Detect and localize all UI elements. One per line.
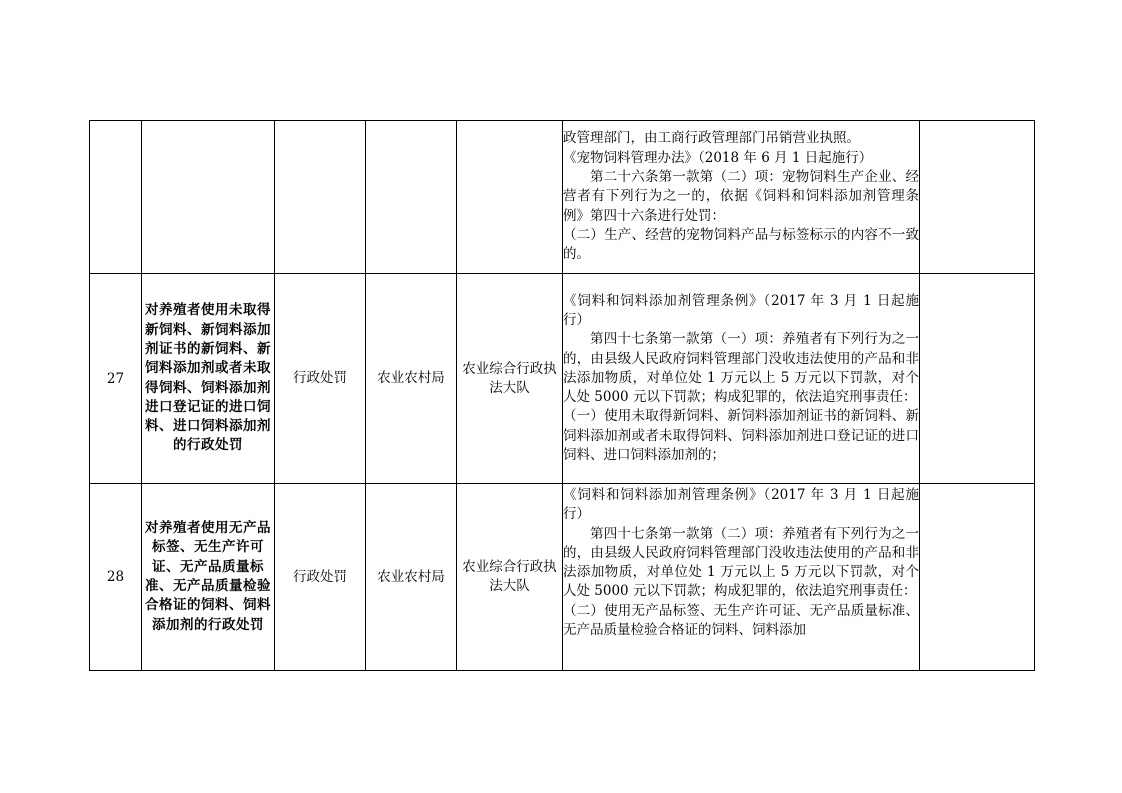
row-number <box>90 121 142 274</box>
basis-line: 《宠物饲料管理办法》（2018 年 6 月 1 日起施行） <box>563 149 873 166</box>
item-type <box>275 121 366 274</box>
basis-line: 政管理部门，由工商行政管理部门吊销营业执照。 <box>563 130 860 147</box>
table-row <box>90 274 1035 484</box>
remark <box>920 274 1035 484</box>
basis-line: （一）使用未取得新饲料、新饲料添加剂证书的新饲料、新饲料添加剂或者未取得饲料、饲料添加剂进口登记证的进口饲料、进口饲料添加剂的； <box>563 408 919 464</box>
table-row <box>90 121 1035 274</box>
legal-basis <box>563 274 920 484</box>
executor: 农业综合行政执法大队 <box>457 274 563 484</box>
basis-line: 第四十七条第一款第（二）项：养殖者有下列行为之一的，由县级人民政府饲料管理部门没收违法使用的产品和非法添加物质，对单位处 1 万元以上 5 万元以下罚款，对个人处 5000 元以下罚款；构成犯罪的，依法追究刑事责任： <box>563 525 919 600</box>
row-number: 27 <box>90 274 142 484</box>
executor <box>457 121 563 274</box>
basis-line: （二）生产、经营的宠物饲料产品与标签标示的内容不一致的。 <box>563 226 919 263</box>
item-name: 对养殖者使用无产品标签、无生产许可证、无产品质量标准、无产品质量检验合格证的饲料、饲料添加剂的行政处罚 <box>142 484 275 671</box>
executor: 农业综合行政执法大队 <box>457 484 563 671</box>
basis-line: 《饲料和饲料添加剂管理条例》（2017 年 3 月 1 日起施行） <box>563 292 919 328</box>
basis-line: 第二十六条第一款第（二）项：宠物饲料生产企业、经营者有下列行为之一的，依据《饲料和饲料添加剂管理条例》第四十六条进行处罚： <box>563 169 919 224</box>
legal-basis <box>563 484 920 671</box>
basis-line: 第四十七条第一款第（一）项：养殖者有下列行为之一的，由县级人民政府饲料管理部门没收违法使用的产品和非法添加物质，对单位处 1 万元以上 5 万元以下罚款，对个人处 5000 元以下罚款；构成犯罪的，依法追究刑事责任： <box>563 331 919 406</box>
item-type: 行政处罚 <box>275 484 366 671</box>
basis-line: 《饲料和饲料添加剂管理条例》（2017 年 3 月 1 日起施行） <box>563 487 919 523</box>
item-name: 对养殖者使用未取得新饲料、新饲料添加剂证书的新饲料、新饲料添加剂或者未取得饲料、饲料添加剂进口登记证的进口饲料、进口饲料添加剂的行政处罚 <box>142 274 275 484</box>
department: 农业农村局 <box>366 274 457 484</box>
item-name <box>142 121 275 274</box>
legal-basis <box>563 121 920 274</box>
penalty-table <box>89 120 1035 671</box>
basis-clip <box>563 486 919 668</box>
row-number: 28 <box>90 484 142 671</box>
remark <box>920 484 1035 671</box>
basis-line: （二）使用无产品标签、无生产许可证、无产品质量标准、无产品质量检验合格证的饲料、饲料添加 <box>563 602 919 639</box>
remark <box>920 121 1035 274</box>
table-row <box>90 484 1035 671</box>
department: 农业农村局 <box>366 484 457 671</box>
department <box>366 121 457 274</box>
item-type: 行政处罚 <box>275 274 366 484</box>
